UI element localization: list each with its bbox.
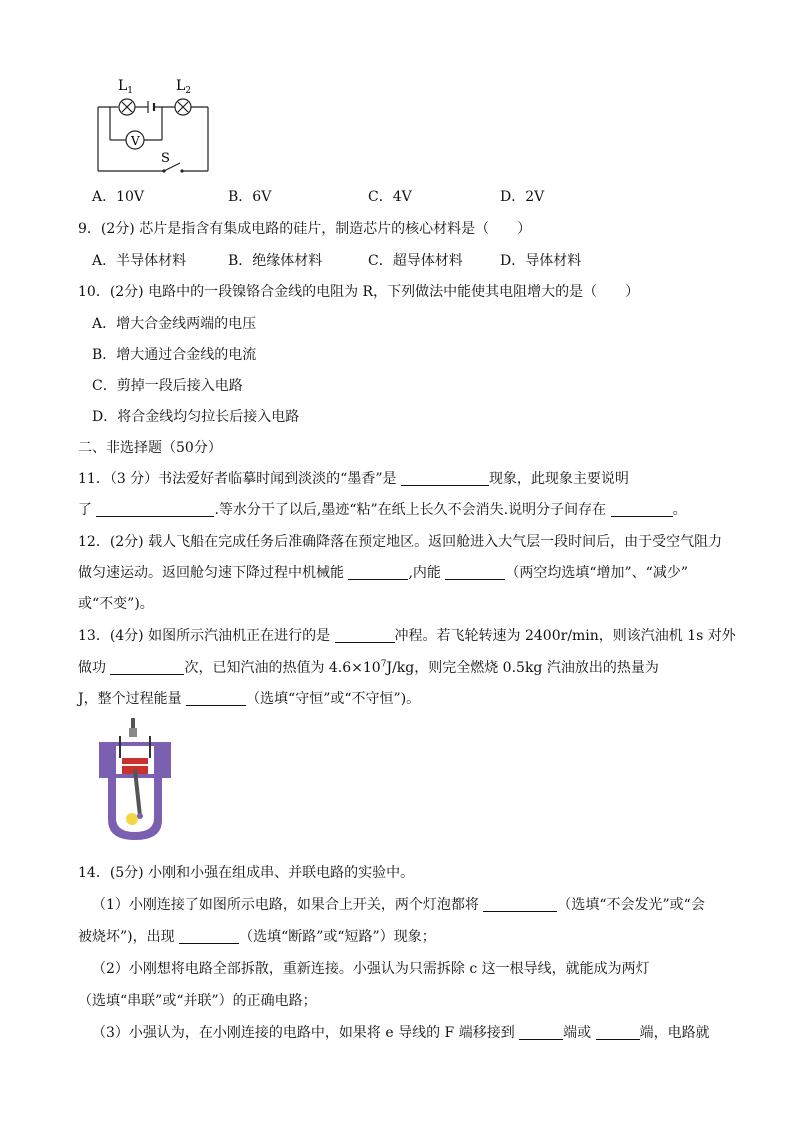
q10-option-d[interactable]: D．将合金线均匀拉长后接入电路 (92, 409, 300, 425)
q10-option-c[interactable]: C．剪掉一段后接入电路 (92, 378, 243, 394)
q13-line-1: 13．(4分) 如图所示汽油机正在进行的是 冲程。若飞轮转速为 2400r/min，则该汽油机 1s 对外 (78, 628, 736, 644)
q14-part1-line-2: 被烧坏”)，出现 （选填“断路”或“短路”）现象； (78, 929, 436, 945)
q14-blank-3[interactable] (519, 1025, 563, 1040)
l1-label: $L_1$ (118, 78, 134, 96)
q14-part3-line-1: （3）小强认为，在小刚连接的电路中，如果将 e 导线的 F 端移接到 端或 端，电路就 (92, 1025, 710, 1041)
q14-blank-4[interactable] (596, 1025, 640, 1040)
q11-line-2: 了 .等水分干了以后,墨迹“粘”在纸上长久不会消失.说明分子间存在 。 (78, 502, 687, 518)
q13-line-2: 做功 次，已知汽油的热值为 $4.6\times 10^7J/kg$，则完全燃烧 0.5kg 汽油放出的热量为 (78, 659, 659, 676)
q12-line-3: 或“不变”)。 (78, 596, 154, 612)
l2-label: $L_2$ (176, 78, 192, 96)
q13-blank-3[interactable] (186, 691, 246, 706)
q14-part2-line-1: （2）小刚想将电路全部拆散，重新连接。小强认为只需拆除 c 这一根导线，就能成为两灯 (92, 961, 650, 977)
q10-option-a[interactable]: A．增大合金线两端的电压 (92, 316, 257, 332)
q9-option-b[interactable]: B．绝缘体材料 (228, 253, 323, 269)
q14-part1-line-1: （1）小刚连接了如图所示电路，如果合上开关，两个灯泡都将 （选填“不会发光”或“会 (92, 897, 705, 913)
q14-part2-line-2: （选填“串联”或“并联”）的正确电路； (78, 993, 317, 1009)
q8-option-a[interactable]: A．10V (92, 189, 145, 205)
q11-line-1: 11．（3 分）书法爱好者临摹时闻到淡淡的“墨香”是 现象，此现象主要说明 (78, 471, 629, 487)
q11-blank-3[interactable] (611, 502, 673, 517)
q12-blank-2[interactable] (445, 565, 505, 580)
q14-blank-1[interactable] (483, 897, 557, 912)
q13-blank-2[interactable] (110, 660, 184, 675)
q9-stem: 9．(2分) 芯片是指含有集成电路的硅片，制造芯片的核心材料是（ ） (78, 221, 532, 237)
q14-blank-2[interactable] (179, 929, 239, 944)
q10-option-b[interactable]: B．增大通过合金线的电流 (92, 347, 257, 363)
circuit-diagram (88, 72, 218, 176)
q13-line-3: J，整个过程能量 （选填“守恒”或“不守恒”)。 (78, 691, 421, 707)
q10-stem: 10．(2分) 电路中的一段镍铬合金线的电阻为 R，下列做法中能使其电阻增大的是（ ） (78, 284, 640, 300)
switch-label: S (161, 151, 170, 166)
q9-option-a[interactable]: A．半导体材料 (92, 253, 187, 269)
q12-line-1: 12．(2分) 载人飞船在完成任务后准确降落在预定地区。返回舱进入大气层一段时间后，由于受空气阻力 (78, 534, 723, 550)
q8-option-d[interactable]: D．2V (500, 189, 545, 205)
voltmeter-label: V (131, 134, 140, 148)
q11-blank-2[interactable] (96, 502, 214, 517)
q12-line-2: 做匀速运动。返回舱匀速下降过程中机械能 ,内能 （两空均选填“增加”、“减少” (78, 565, 688, 581)
q9-option-d[interactable]: D．导体材料 (500, 253, 582, 269)
q8-option-c[interactable]: C．4V (368, 189, 412, 205)
engine-diagram (94, 718, 176, 844)
q9-option-c[interactable]: C．超导体材料 (368, 253, 463, 269)
q8-option-b[interactable]: B．6V (228, 189, 272, 205)
q14-stem: 14．(5分) 小刚和小强在组成串、并联电路的实验中。 (78, 865, 415, 881)
q13-blank-1[interactable] (335, 628, 395, 643)
q11-blank-1[interactable] (401, 471, 489, 486)
section-heading: 二、非选择题（50分） (78, 440, 222, 456)
q12-blank-1[interactable] (348, 565, 408, 580)
